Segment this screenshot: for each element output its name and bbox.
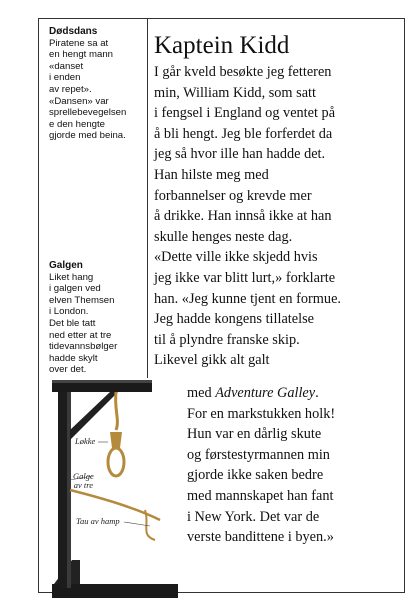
article-title: Kaptein Kidd (154, 32, 290, 59)
sidebar-text-dodsdans: Piratene sa at en hengt mann «danset i enden av repet». «Dansen» var sprellebevegelsen e den hengte gjorde med beina. (49, 37, 127, 142)
article-text-post: . For en markstukken holk! Hun var en dårlig skute og førstestyrmannen min gjorde ikke saken bedre med mannskapet han fant i New York. Det var de verste bandittene i byen.» (187, 385, 336, 546)
sidebar-heading-dodsdans: Dødsdans (49, 26, 98, 37)
label-noose: Løkke (75, 436, 96, 446)
label-rope: Tau av hamp (76, 516, 120, 526)
article-text-pre: med (187, 385, 216, 401)
sidebar (49, 26, 145, 376)
label-gallows: Galge av tre (73, 471, 94, 490)
sidebar-heading-galgen: Galgen (49, 259, 83, 271)
column-divider (147, 18, 148, 378)
sidebar-text-galgen: Liket hang i galgen ved elven Themsen i London. Det ble tatt ned etter at tre tidevannsbølger hadde skylt over det. (49, 271, 118, 376)
article-main (154, 31, 404, 371)
article-body-top: I går kveld besøkte jeg fetteren min, William Kidd, som satt i fengsel i England og ventet på å bli hengt. Jeg ble forferdet da jeg så hvor ille han hadde det. Han hilste meg med forbannelser og krevde mer å drikke. Han innså ikke at han skulle henges neste dag. «Dette ville ikke skjedd hvis jeg ikke var blitt lurt,» forklarte han. «Jeg kunne tjent en formue. Jeg hadde kongens tillatelse til å plyndre franske skip. Likevel gikk alt galt (154, 64, 341, 369)
ship-name: Adventure Galley (215, 385, 316, 401)
article-body-bottom (187, 383, 402, 548)
